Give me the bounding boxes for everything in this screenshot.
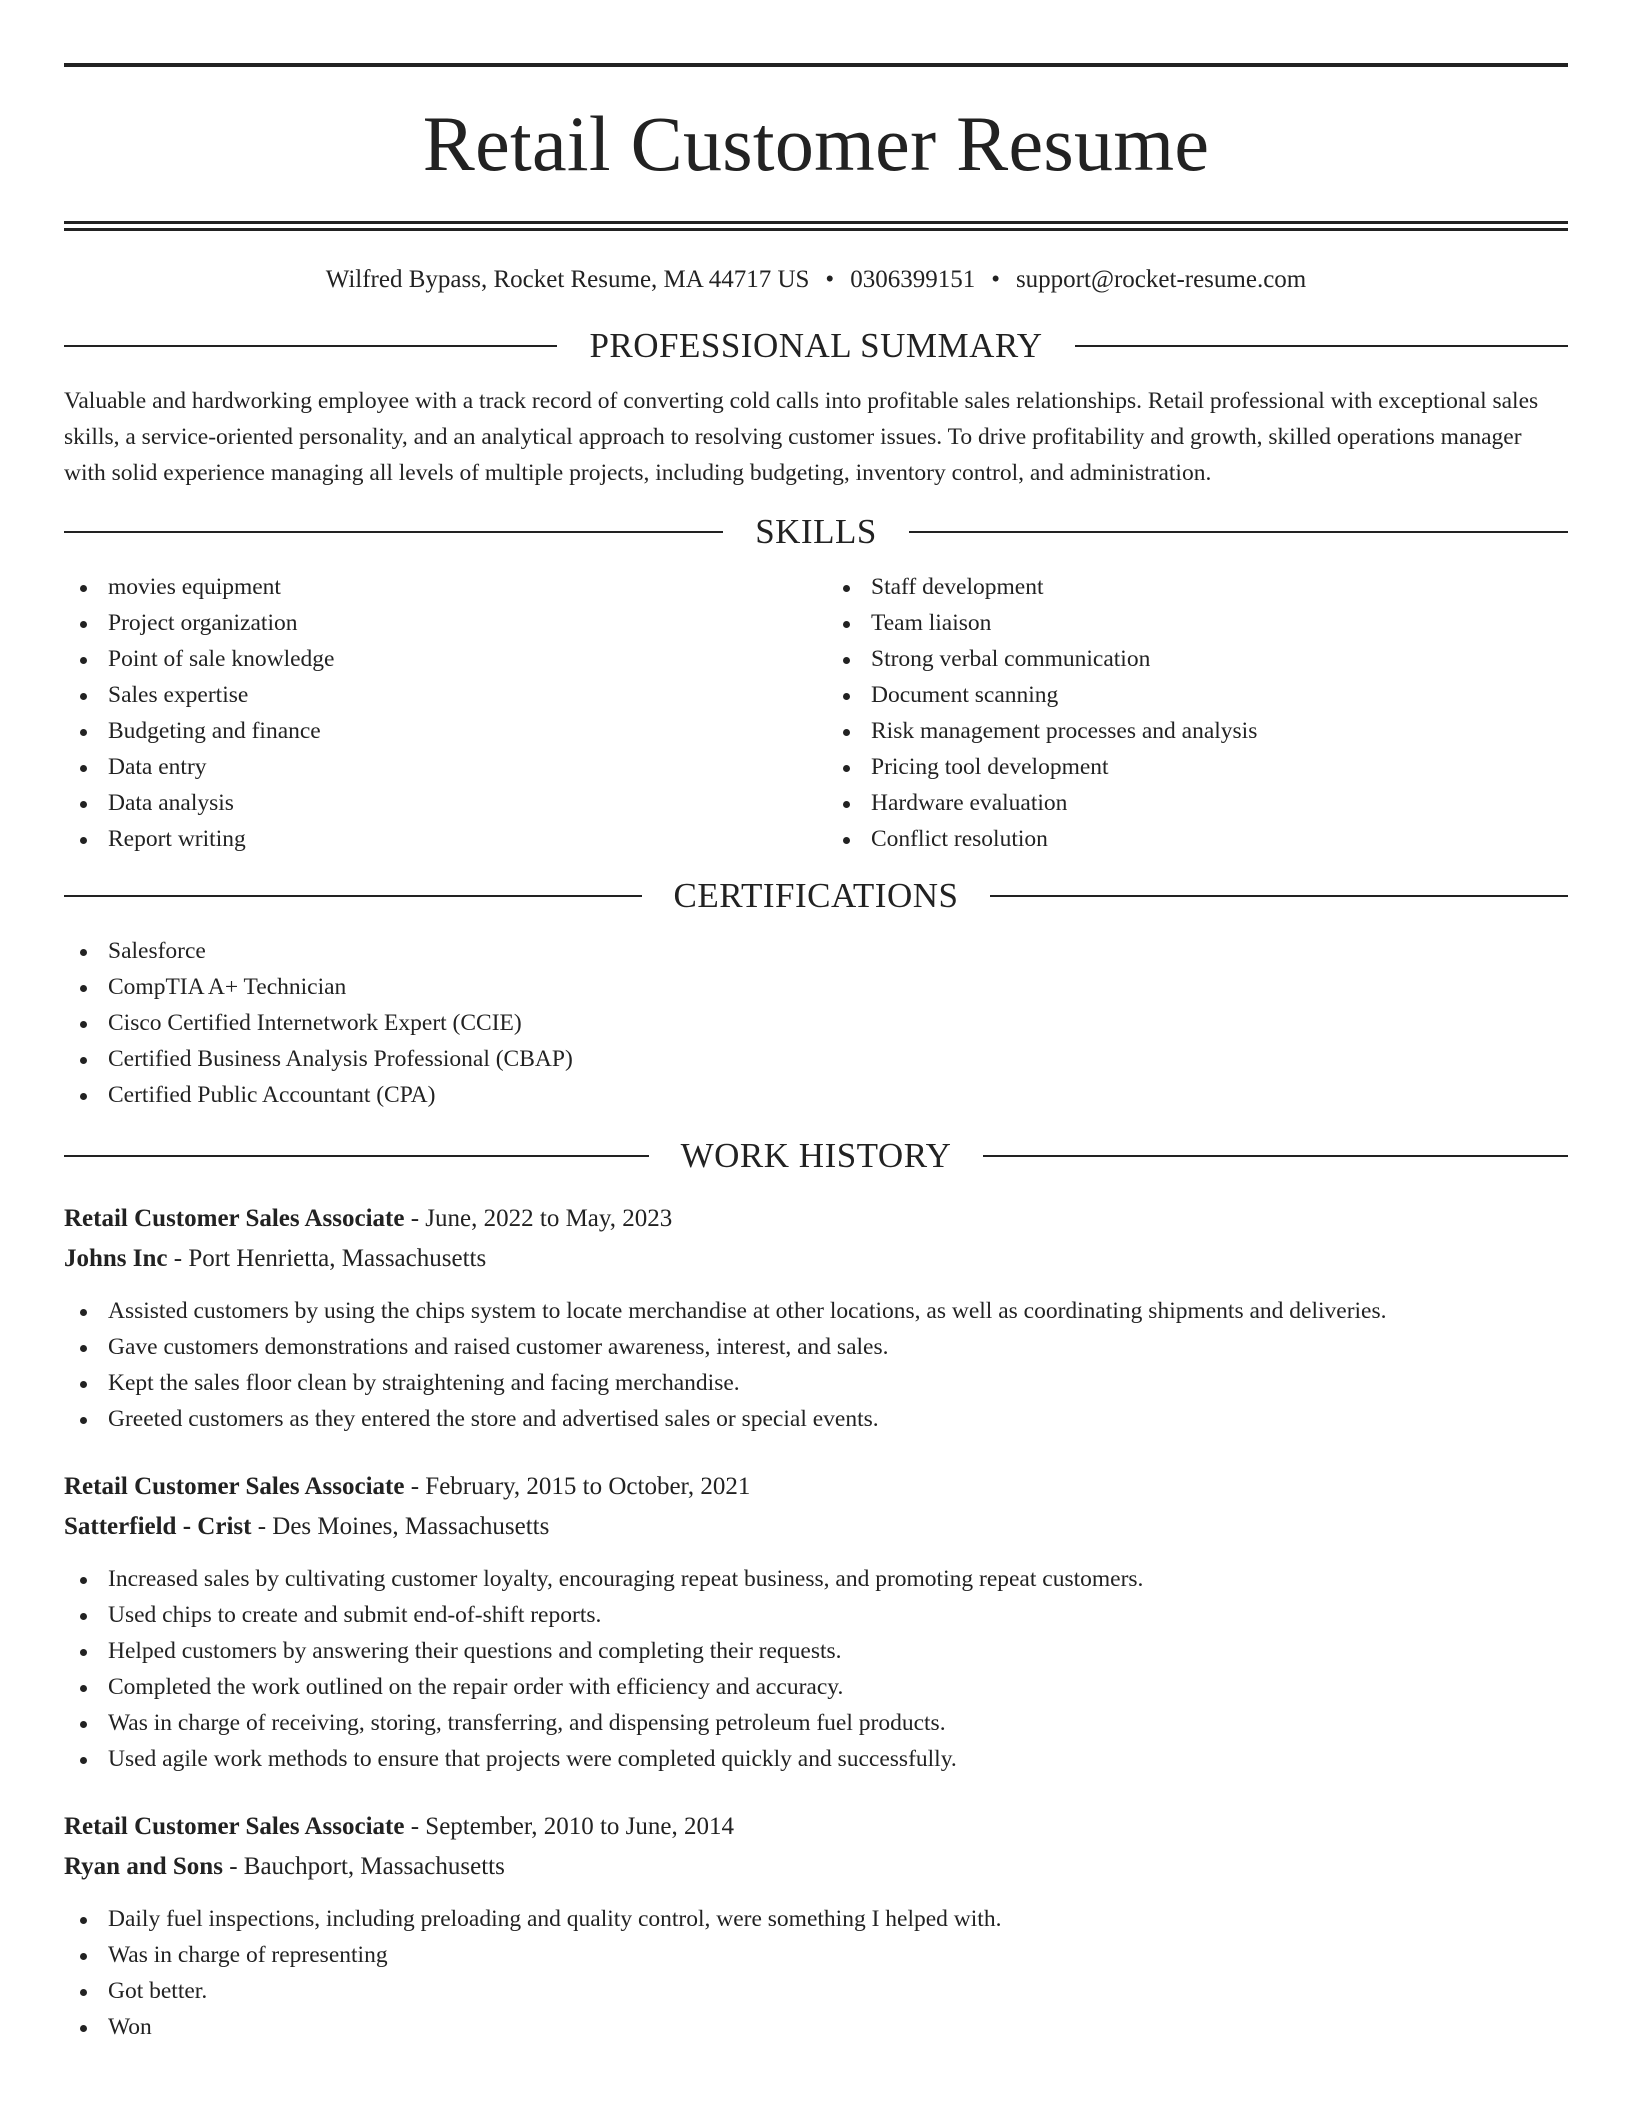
job-dates: - February, 2015 to October, 2021 [404, 1473, 751, 1500]
certification-item: Cisco Certified Internetwork Expert (CCIE) [64, 1005, 1568, 1041]
section-rule-left [64, 345, 557, 347]
job-bullet: Assisted customers by using the chips system to locate merchandise at other locations, as well as coordinating shipments and deliveries. [64, 1293, 1568, 1329]
contact-separator: • [825, 266, 835, 293]
job-title-line [64, 1807, 1568, 1847]
section-title: PROFESSIONAL SUMMARY [589, 326, 1043, 365]
section-rule-left [64, 895, 642, 897]
job-bullet: Greeted customers as they entered the store and advertised sales or special events. [64, 1401, 1568, 1437]
skill-item: Data entry [64, 749, 805, 785]
section-rule-left [64, 531, 723, 533]
job-bullet: Gave customers demonstrations and raised customer awareness, interest, and sales. [64, 1329, 1568, 1365]
skill-item: Strong verbal communication [827, 641, 1568, 677]
skill-item: Risk management processes and analysis [827, 713, 1568, 749]
skill-item: Pricing tool development [827, 749, 1568, 785]
section-heading-summary [64, 325, 1568, 367]
job-entry [64, 1467, 1568, 1777]
job-entry [64, 1807, 1568, 2045]
job-bullet: Daily fuel inspections, including preloading and quality control, were something I helped with. [64, 1901, 1568, 1937]
section-title: CERTIFICATIONS [673, 876, 959, 915]
job-title-line [64, 1199, 1568, 1239]
skill-item: Point of sale knowledge [64, 641, 805, 677]
job-company: Johns Inc [64, 1245, 168, 1272]
section-rule-right [990, 895, 1568, 897]
contact-separator: • [991, 266, 1000, 293]
professional-summary-text: Valuable and hardworking employee with a track record of converting cold calls into profitable sales relationships. Retail professional with exceptional sales skills, a service-oriented personality, and an analytical approach to resolving customer issues. To drive profitability and growth, skilled operations manager with solid experience managing all levels of multiple projects, including budgeting, inventory control, and administration. [64, 388, 1539, 486]
job-company: Satterfield - Crist [64, 1513, 252, 1540]
job-company-line [64, 1847, 1568, 1887]
job-bullet: Completed the work outlined on the repair order with efficiency and accuracy. [64, 1669, 1568, 1705]
skill-item: Data analysis [64, 785, 805, 821]
job-bullet: Used agile work methods to ensure that projects were completed quickly and successfully. [64, 1741, 1568, 1777]
job-bullet: Won [64, 2009, 1568, 2045]
section-rule-right [1075, 345, 1568, 347]
skill-item: Document scanning [827, 677, 1568, 713]
job-bullet: Kept the sales floor clean by straightening and facing merchandise. [64, 1365, 1568, 1401]
skill-item: movies equipment [64, 569, 805, 605]
job-title: Retail Customer Sales Associate [64, 1205, 405, 1232]
skill-item: Budgeting and finance [64, 713, 805, 749]
job-company: Ryan and Sons [64, 1853, 223, 1880]
section-title: WORK HISTORY [680, 1136, 952, 1175]
contact-email: support@rocket-resume.com [1015, 266, 1307, 293]
title-double-rule [64, 221, 1568, 231]
skill-item: Sales expertise [64, 677, 805, 713]
job-location: - Port Henrietta, Massachusetts [167, 1245, 487, 1272]
job-location: - Des Moines, Massachusetts [251, 1513, 550, 1540]
job-bullets [64, 1293, 1568, 1437]
job-bullet: Used chips to create and submit end-of-shift reports. [64, 1597, 1568, 1633]
job-bullet: Got better. [64, 1973, 1568, 2009]
top-rule [64, 63, 1568, 67]
skills-list-right [805, 569, 1568, 857]
contact-line [64, 265, 1568, 295]
job-bullet: Helped customers by answering their questions and completing their requests. [64, 1633, 1568, 1669]
resume-title: Retail Customer Resume [422, 100, 1210, 187]
job-title: Retail Customer Sales Associate [64, 1813, 405, 1840]
skill-item: Hardware evaluation [827, 785, 1568, 821]
job-dates: - June, 2022 to May, 2023 [404, 1205, 673, 1232]
skill-item: Report writing [64, 821, 805, 857]
skill-item: Team liaison [827, 605, 1568, 641]
job-bullet: Increased sales by cultivating customer loyalty, encouraging repeat business, and promoting repeat customers. [64, 1561, 1568, 1597]
certifications-list [64, 933, 1568, 1113]
job-bullet: Was in charge of receiving, storing, transferring, and dispensing petroleum fuel products. [64, 1705, 1568, 1741]
job-bullets [64, 1901, 1568, 2045]
job-dates: - September, 2010 to June, 2014 [404, 1813, 734, 1840]
contact-address: Wilfred Bypass, Rocket Resume, MA 44717 US [325, 266, 810, 293]
job-title-line [64, 1467, 1568, 1507]
job-bullet: Was in charge of representing [64, 1937, 1568, 1973]
skills-list-left [64, 569, 805, 857]
section-rule-right [909, 531, 1568, 533]
section-heading-skills [64, 511, 1568, 553]
job-company-line [64, 1239, 1568, 1279]
contact-phone: 0306399151 [850, 266, 976, 293]
certification-item: Certified Public Accountant (CPA) [64, 1077, 1568, 1113]
job-bullets [64, 1561, 1568, 1777]
job-entry [64, 1199, 1568, 1437]
certification-item: CompTIA A+ Technician [64, 969, 1568, 1005]
certification-item: Certified Business Analysis Professional (CBAP) [64, 1041, 1568, 1077]
section-heading-certifications [64, 875, 1568, 917]
skill-item: Conflict resolution [827, 821, 1568, 857]
section-rule-left [64, 1155, 649, 1157]
section-rule-right [983, 1155, 1568, 1157]
job-company-line [64, 1507, 1568, 1547]
job-title: Retail Customer Sales Associate [64, 1473, 405, 1500]
skill-item: Staff development [827, 569, 1568, 605]
skill-item: Project organization [64, 605, 805, 641]
job-location: - Bauchport, Massachusetts [222, 1853, 505, 1880]
section-heading-work-history [64, 1135, 1568, 1177]
certification-item: Salesforce [64, 933, 1568, 969]
section-title: SKILLS [755, 512, 877, 551]
skills-columns [64, 569, 1568, 857]
